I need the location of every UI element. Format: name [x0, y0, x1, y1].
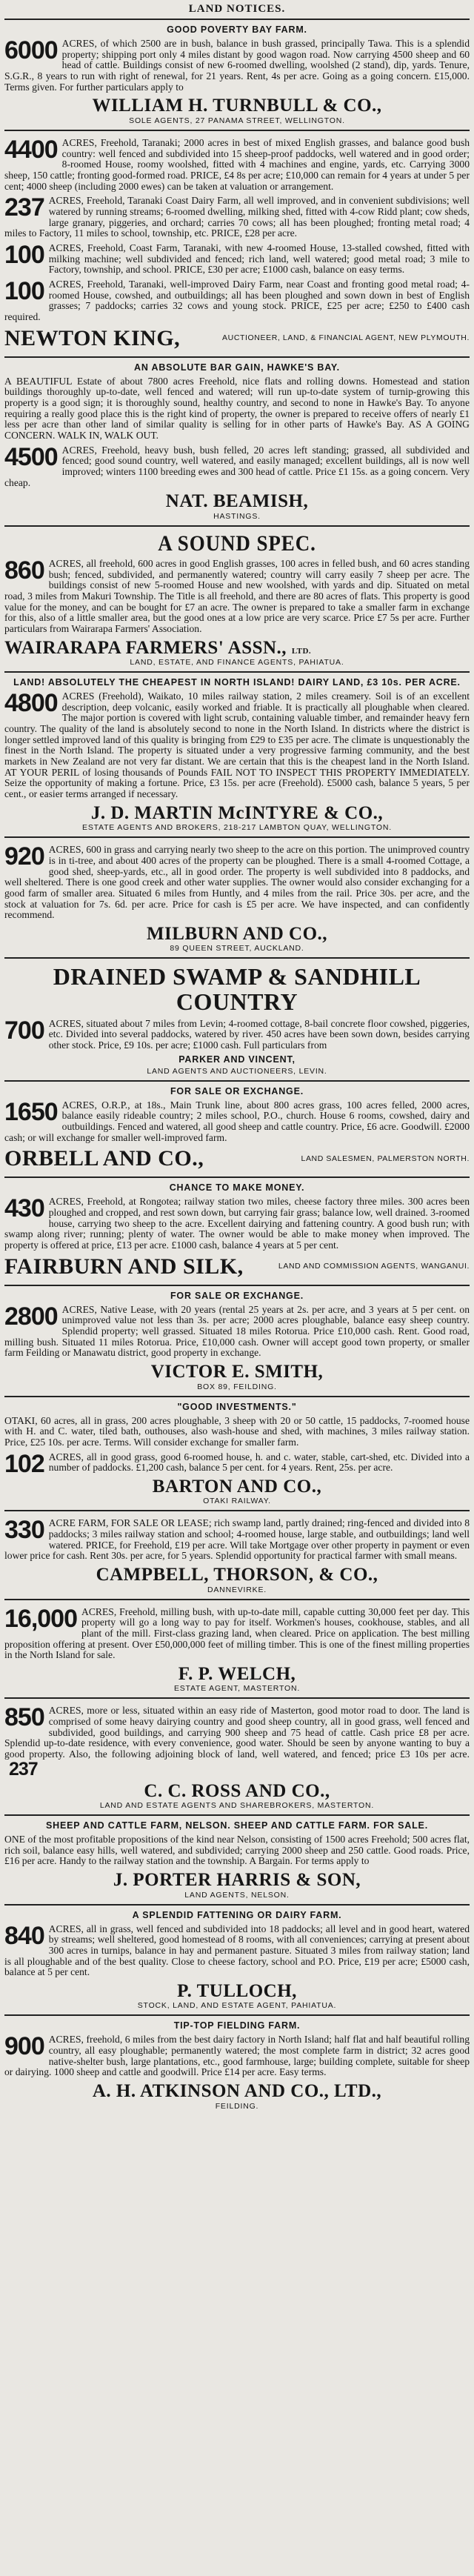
agent-suffix: LTD.	[291, 646, 312, 656]
listing-text: ACRES, 600 in grass and carrying nearly two sheep to the acre on this portion. The unimproved country is in ti-tree, and about 400 acres of the property can be ploughed. There is a small 4-roomed Cottage, a good shed, sheep-yards, etc., all in good order. The property is well subdivided into 8 paddocks, and well sheltered. There is one good creek and other water supplies. The owner would also consider exchanging for a good farm of smaller area. Situated 6 miles from Huntly, and 4 miles from the rail. Price 30s. per acre, and the stock at valuation for 7s. 6d. per acre. Price for cash is £5 per acre. We have inspected, and can confidently recommend.	[4, 844, 470, 921]
acreage-number: 2800	[4, 1302, 58, 1331]
ad-heading: FOR SALE OR EXCHANGE.	[170, 1290, 304, 1301]
agent-name: PARKER AND VINCENT,	[178, 1054, 296, 1065]
listing	[4, 1518, 470, 1562]
listing	[4, 135, 470, 192]
ad-ross	[4, 1699, 470, 1816]
listing	[4, 2034, 470, 2078]
section-title: LAND NOTICES.	[4, 1, 470, 20]
ad-campbell	[4, 1511, 470, 1600]
listing	[4, 193, 470, 239]
acreage-number: 920	[4, 842, 44, 871]
agent-tagline: OTAKI RAILWAY.	[203, 1497, 271, 1506]
ad-heading: SHEEP AND CATTLE FARM, NELSON. SHEEP AND CATTLE FARM. FOR SALE.	[46, 1820, 428, 1831]
ad-martin	[4, 673, 470, 838]
listing	[4, 36, 470, 93]
agent-name	[4, 638, 470, 659]
listing	[4, 691, 470, 800]
listing	[4, 1604, 470, 1661]
acreage-number: 1650	[4, 1097, 58, 1126]
listing	[4, 842, 470, 921]
acreage-number: 6000	[4, 36, 58, 64]
agent-name: MILBURN AND CO.,	[146, 923, 328, 944]
acreage-number: 16,000	[4, 1604, 77, 1633]
agent-row	[4, 326, 470, 350]
newspaper-page	[4, 0, 470, 2115]
listing-text: ACRES, all in good grass, good 6-roomed house, h. and c. water, stable, cart-shed, etc. Divided into a number of paddocks. £1,200 cash, balance 5 per cent. for 4 years. Rent, 25s. per acre.	[48, 1451, 470, 1474]
ad-heading: FOR SALE OR EXCHANGE.	[170, 1085, 304, 1096]
listing-text: ACRES, more or less, situated within an easy ride of Masterton, good motor road to door. The land is comprised of some heavy dairying country and good sheep country, all in good grass, well fenced and subdivided, good buildings, and carrying 900 sheep and 75 head of cattle. Cash price £8 per acre. Splendid up-to-date residence, with every convenience, good water. Should be seen by anyone wanting to buy a good property. Also, the following adjoining block of land, well watered, and fenced; price £3 10s per acre.	[4, 1705, 470, 1760]
ad-porter	[4, 1816, 470, 1906]
listing	[4, 1194, 470, 1251]
ad-heading: A SPLENDID FATTENING OR DAIRY FARM.	[132, 1909, 342, 1920]
agent-name: BARTON AND CO.,	[152, 1476, 322, 1497]
ad-milburn	[4, 838, 470, 959]
agent-tagline: LAND AND COMMISSION AGENTS, WANGANUI.	[278, 1262, 470, 1271]
agent-name: NAT. BEAMISH,	[165, 491, 309, 512]
ad-heading: CHANCE TO MAKE MONEY.	[169, 1182, 305, 1194]
acreage-number: 850	[4, 1703, 44, 1732]
agent-name: F. P. WELCH,	[178, 1663, 296, 1684]
ad-fairburn	[4, 1178, 470, 1285]
agent-tagline: LAND SALESMEN, PALMERSTON NORTH.	[301, 1154, 470, 1163]
ad-heading: "GOOD INVESTMENTS."	[177, 1401, 297, 1412]
listing	[4, 1097, 470, 1144]
ad-newton-king	[4, 131, 470, 358]
agent-tagline: FEILDING.	[215, 2101, 259, 2111]
agent-tagline: LAND AGENTS, NELSON.	[184, 1890, 290, 1900]
ad-tulloch	[4, 1906, 470, 2017]
agent-tagline: DANNEVIRKE.	[207, 1585, 267, 1594]
listing-text: ACRES, Freehold, Taranaki Coast Dairy Farm, all well improved, and in convenient subdivisions; well watered by running streams; 6-roomed dwelling, milking shed, fitted with 4-cow Ridd plant; cow sheds, large granary, piggeries, and orchard; carries 70 cows; all has been ploughed; fronting metal road; 4 miles to Factory, 11 miles to school, township, etc. PRICE, £28 per acre.	[4, 195, 470, 239]
agent-name: J. PORTER HARRIS & SON,	[113, 1870, 361, 1891]
ad-heading: LAND! ABSOLUTELY THE CHEAPEST IN NORTH ISLAND! DAIRY LAND, £3 10s. PER ACRE.	[13, 677, 461, 688]
acreage-number: 700	[4, 1016, 44, 1045]
listing-text: ACRE FARM, FOR SALE OR LEASE; rich swamp land, partly drained; ring-fenced and divided into 8 paddocks; 3 miles railway station and school; 4-roomed house, large stable, and outbuildings; land well watered. PRICE, for Freehold, £19 per acre. Will take Mortgage over other property in payment or even lower price for cash. Rent 30s. per acre, for 5 years. Splendid opportunity for practical farmer with small means.	[4, 1517, 470, 1562]
agent-tagline: BOX 89, FEILDING.	[197, 1382, 277, 1391]
acreage-number: 102	[4, 1449, 44, 1478]
ad-heading: TIP-TOP FIELDING FARM.	[173, 2020, 301, 2031]
ad-title: DRAINED SWAMP & SANDHILL COUNTRY	[53, 963, 421, 1016]
acreage-number: 100	[4, 240, 44, 269]
listing-intro: A BEAUTIFUL Estate of about 7800 acres Freehold, nice flats and rolling downs. Homestead and station buildings thoroughly up-to-date, well fenced and watered; will run up-to-date system of turnip-growing this property is a good sign; it is thoroughly sound, healthy country, and second to none in Hawke's Bay. To anyone requiring a really good place this is the right kind of property, the owner is prepared to receive offers of nearly £1 less per acre than other land of similar quality is selling for in other parts of Hawke's Bay. AS A GOING CONCERN. WALK IN, WALK OUT.	[4, 375, 470, 441]
agent-row	[4, 1254, 470, 1279]
listing-text: ACRES, Freehold, milling bush, with up-to-date mill, capable cutting 30,000 feet per day. This property will go a long way to pay for itself. Workmen's houses, cookhouse, stables, and all plant of the mill. First-class grazing land, when cleared. Price on application. The best milling proposition offering at present. Over £50,000,000 feet of milling timber. This is one of the finest milling properties in the North Island for sale.	[4, 1605, 470, 1661]
ad-beamish	[4, 358, 470, 527]
listing-text: ACRES, all in grass, well fenced and subdivided into 18 paddocks; all level and in good heart, watered by streams; well sheltered, good homestead of 8 rooms, with all conveniences; carrying at present about 300 acres in turnips, balance in hay and permanent pasture. Situated 3 miles from railway station; land is all ploughable and of the best quality. Close to cheese factory, school and P.O. Price, £19 per acre; £5000 cash, balance at 5 per cent.	[4, 1923, 470, 1978]
agent-name: A. H. ATKINSON AND CO., LTD.,	[92, 2081, 382, 2102]
listing	[4, 442, 470, 489]
listing-intro: OTAKI, 60 acres, all in grass, 200 acres ploughable, 3 sheep with 20 or 50 cattle, 15 paddocks, 7-roomed house with H. and C. water, tiled bath, outhouses, also wash-house and shed, with machines, 3 miles railway station. Price, £25 10s. per acre. Terms. Will consider exchange for smaller farm.	[4, 1414, 470, 1448]
agent-tagline: ESTATE AGENTS AND BROKERS, 218-217 LAMBTON QUAY, WELLINGTON.	[82, 823, 392, 833]
ad-parker	[4, 959, 470, 1081]
listing	[4, 1016, 470, 1051]
agent-name: C. C. ROSS AND CO.,	[144, 1780, 330, 1801]
agent-name-text: WAIRARAPA FARMERS' ASSN.,	[4, 637, 287, 658]
agent-name: FAIRBURN AND SILK,	[4, 1254, 244, 1279]
ad-smith	[4, 1286, 470, 1397]
ad-headline: A SOUND SPEC.	[158, 530, 316, 556]
listing	[4, 240, 470, 276]
ad-turnbull	[4, 20, 470, 131]
listing-text: ACRES, O.R.P., at 18s., Main Trunk line, about 800 acres grass, 100 acres felled, 2000 acres, balance easily rideable country; 2 miles school, P.O., church. House 6 rooms, cowshed, dairy and outbuildings. Fenced and watered, all good sheep and cattle country. Price, £6 acre. Goodwill. £2000 cash; or will exchange for smaller well-improved farm.	[4, 1099, 470, 1143]
listing-text: ACRES, Freehold, heavy bush, bush felled, 20 acres left standing; grassed, all subdivided and fenced; good sound country, well watered, and easily managed; excellent buildings, all is now well improved; winters 1100 breeding ewes and 300 head of cattle. Price £1 15s. as a going concern. Very cheap.	[4, 444, 470, 488]
acreage-number: 330	[4, 1516, 44, 1545]
ad-atkinson	[4, 2016, 470, 2114]
listing	[4, 556, 470, 635]
agent-tagline: LAND AGENTS AND AUCTIONEERS, LEVIN.	[147, 1066, 327, 1076]
listing-text: ACRES (Freehold), Waikato, 10 miles railway station, 2 miles creamery. Soil is of an excellent description, deep volcanic, easily worked and friable. It is practically all ploughable when cleared. The major portion is covered with light scrub, containing valuable timber, and remainder heavy fern country. The quality of the land is absolutely second to none in the North Island. In districts where the district is longer settled improved land of this quality is bringing from £29 to £35 per acre. The climate is unquestionably the finest in the North Island. The property is situated under a very progressive farming community, and the best markets in New Zealand are not very far distant. We are certain that this is the cheapest land in the North Island. AT YOUR PERIL of losing thousands of Pounds FAIL NOT TO INSPECT THIS PROPERTY IMMEDIATELY. Seize the opportunity of making a fortune. Price, £3 15s. per acre (Freehold). £5000 cash, balance 5 years, 5 per cent., or easier terms arranged if necessary.	[4, 690, 470, 800]
agent-row	[4, 1146, 470, 1171]
listing	[4, 276, 470, 323]
agent-tagline: ESTATE AGENT, MASTERTON.	[173, 1684, 301, 1694]
listing-text: ACRES, Native Lease, with 20 years (rental 25 years at 2s. per acre, and 3 years at 5 per cent. on unimproved value not less than 3s. per acre; 2000 acres ploughable, balance easy sheep country. Splendid property; well grassed. Situated 18 miles Rotorua. Price £10,000 cash. Rent. Good road, milling bush. Situated 11 miles Rotorua. Price, £10,000 cash. Owner will accept good town property, or smaller farm Feilding or Manawatu district, good property in exchange.	[4, 1303, 470, 1359]
listing-text: ACRES, Freehold, at Rongotea; railway station two miles, cheese factory three miles. 300 acres been ploughed and cropped, and rest sown down, but carrying fair grass; balance low, well drained. 3-roomed house, carrying two sheep to the acre. Excellent dairying and fattening country. A good bush run; with swamp along river; running; plenty of water. The owner would be able to make money when improved. The property is offered at price, £13 per acre. £1000 cash, balance 4 years at 5 per cent.	[4, 1196, 470, 1251]
listing-text: ACRES, freehold, 6 miles from the best dairy factory in North Island; half flat and half beautiful rolling country, all easy ploughable; permanently watered; the most complete farm in district; 32 acres good native-shelter bush, large plantations, etc., good farmhouse, large; building complete, suitable for sheep or dairying. 1000 sheep and cattle and goodwill. Price £14 per acre. Easy terms.	[4, 2034, 470, 2078]
listing-text: ACRES, Freehold, Coast Farm, Taranaki, with new 4-roomed House, 13-stalled cowshed, fitted with milking machine; well subdivided and fenced; rich land, well watered; good metal road; 3 mile to Factory, township, and school. PRICE, £30 per acre; £1000 cash, balance on easy terms.	[48, 242, 470, 276]
acreage-number-secondary: 237	[9, 1758, 38, 1780]
listing-intro: ONE of the most profitable propositions of the kind near Nelson, consisting of 1500 acres Freehold; 500 acres flat, rich soil, balance easy hills, well watered, and subdivided; carrying 2000 sheep and 250 cattle. Good roads. Price, £16 per acre. Handy to the railway station and the township. A Bargain. For terms apply to	[4, 1834, 470, 1867]
acreage-number: 840	[4, 1921, 44, 1950]
agent-name: NEWTON KING,	[4, 325, 181, 350]
agent-tagline: LAND, ESTATE, AND FINANCE AGENTS, PAHIATUA.	[130, 658, 344, 668]
ad-orbell	[4, 1082, 470, 1179]
agent-tagline: SOLE AGENTS, 27 PANAMA STREET, WELLINGTON.	[129, 116, 345, 125]
agent-tagline: AUCTIONEER, LAND, & FINANCIAL AGENT, NEW PLYMOUTH.	[222, 333, 470, 343]
acreage-number: 4800	[4, 689, 58, 718]
agent-name: ORBELL AND CO.,	[4, 1146, 204, 1171]
acreage-number: 4500	[4, 442, 58, 471]
listing	[4, 1302, 470, 1359]
listing	[4, 1703, 470, 1780]
listing-text: ACRES, of which 2500 are in bush, balance in bush grassed, principally Tawa. This is a splendid property; shipping port only 4 miles distant by good wagon road. Now carrying 4500 sheep and 60 head of cattle. Buildings consist of new 6-roomed dwelling, woolshed (2 stand), dip, yards. Tenure, S.G.R., 8 years to run with right of renewal, for 21 years. Rent, 4s per acre. Going as a going concern. £15,000. Terms given. For further particulars apply to	[4, 38, 470, 93]
listing-text: ACRES, situated about 7 miles from Levin; 4-roomed cottage, 8-bail concrete floor cowshed, piggeries, etc. Divided into several paddocks, watered by river. 450 acres have been sown down, besides carrying other stock. Price, £9 10s. per acre; £1000 cash. Full particulars from	[48, 1017, 470, 1051]
acreage-number: 237	[4, 193, 44, 222]
acreage-number: 100	[4, 276, 44, 305]
acreage-number: 900	[4, 2032, 44, 2061]
listing	[4, 1921, 470, 1978]
agent-tagline: 89 QUEEN STREET, AUCKLAND.	[170, 944, 304, 953]
agent-tagline: HASTINGS.	[213, 511, 261, 521]
ad-heading: AN ABSOLUTE BAR GAIN, HAWKE'S BAY.	[134, 362, 340, 373]
agent-name: CAMPBELL, THORSON, & CO.,	[96, 1565, 378, 1585]
agent-tagline: STOCK, LAND, AND ESTATE AGENT, PAHIATUA.	[137, 2001, 337, 2011]
agent-name: J. D. MARTIN McINTYRE & CO.,	[90, 802, 384, 823]
ad-barton	[4, 1397, 470, 1512]
ad-heading: GOOD POVERTY BAY FARM.	[167, 24, 307, 35]
listing-text: ACRES, Freehold, Taranaki, well-improved Dairy Farm, near Coast and fronting good metal road; 4-roomed House, cowshed, and outbuildings; all has been ploughed and sown down in best of English grasses; 7 paddocks; carries 32 cows and young stock. PRICE, £25 per acre; £250 to £400 cash required.	[4, 278, 470, 322]
acreage-number: 4400	[4, 135, 58, 164]
ad-wairarapa	[4, 527, 470, 673]
agent-name: VICTOR E. SMITH,	[150, 1362, 324, 1382]
acreage-number: 860	[4, 556, 44, 585]
listing-text: ACRES, all freehold, 600 acres in good English grasses, 100 acres in felled bush, and 60 acres standing bush; fenced, subdivided, and permanently watered; country will carry easily 7 sheep per acre. The buildings consist of new 5-roomed House and new woolshed, with yards and dip. Situated on metal road, 3 miles from Makuri Township. The Title is all freehold, and there are 80 acres of flats. This property is good value for the money, and can be bought for £7 an acre. The owner is prepared to take a smaller farm in exchange for this, also of a little smaller area, but the good ones at a low price are very scarce. Price £7 5s per acre. Further particulars from Wairarapa Farmers' Association.	[4, 557, 470, 634]
listing	[4, 1449, 470, 1478]
agent-name: P. TULLOCH,	[177, 1980, 297, 2001]
listing-text: ACRES, Freehold, Taranaki; 2000 acres in best of mixed English grasses, and balance good bush country: well fenced and subdivided into 15 sheep-proof paddocks, well watered and in good order; 8-roomed House, roomy woolshed, fitted with 4 machines and engine, yards, etc. Carrying 3000 sheep, 150 cattle; fronting good-formed road. PRICE, £4 8s per acre; £10,000 can remain for 4 years at under 5 per cent; 4000 sheep (including 2000 ewes) can be taken at valuation or arrangement.	[4, 136, 470, 192]
acreage-number: 430	[4, 1194, 44, 1223]
agent-tagline: LAND AND ESTATE AGENTS AND SHAREBROKERS, MASTERTON.	[99, 1801, 375, 1810]
agent-name: WILLIAM H. TURNBULL & CO.,	[92, 96, 382, 116]
ad-welch	[4, 1600, 470, 1700]
